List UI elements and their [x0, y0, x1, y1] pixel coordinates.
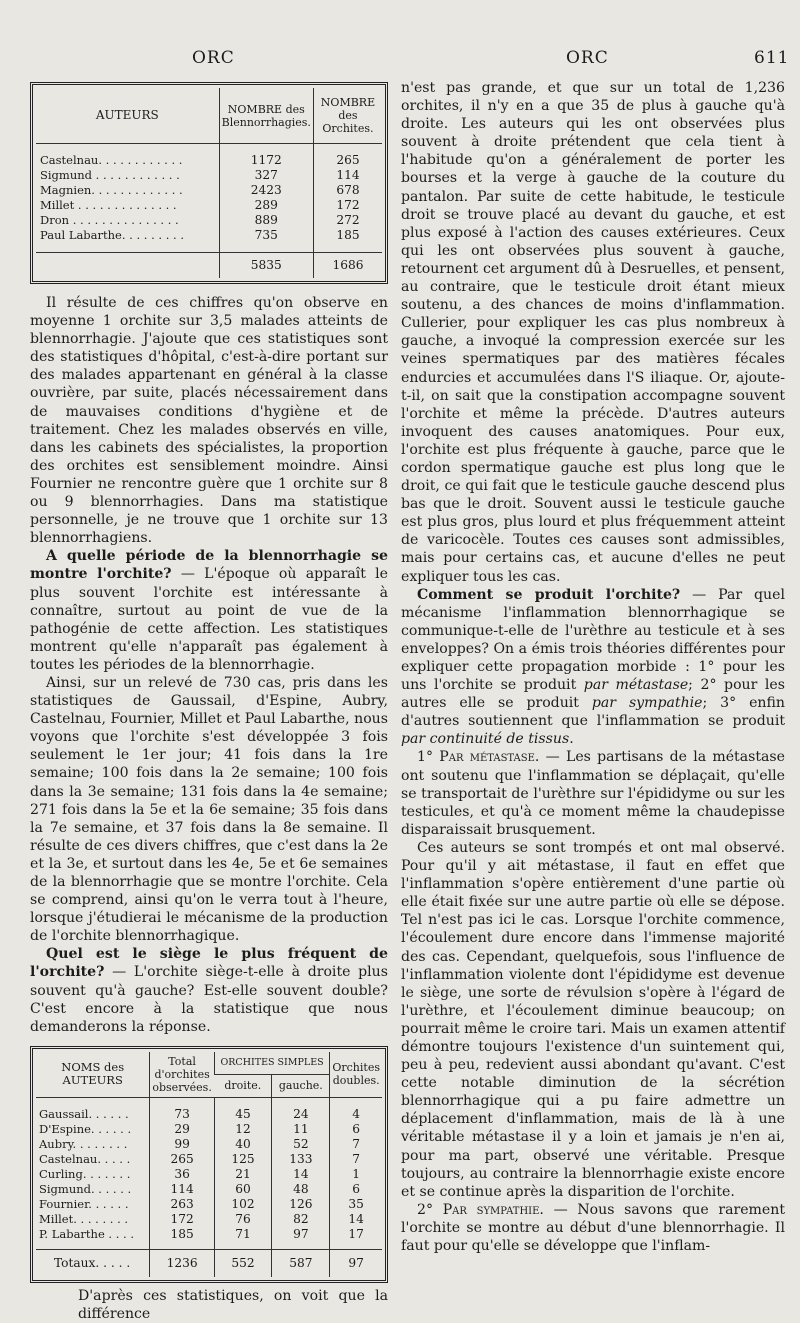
author-name: Millet . . . . . . . . . . . . . . [40, 198, 177, 212]
col-header-orchites: NOMBRE des Orchites. [313, 88, 382, 144]
paragraph [401, 586, 785, 749]
paragraph: Il résulte de ces chiffres qu'on observe en moyenne 1 orchite sur 3,5 malades atteints de blennorrhagie. J'ajoute que ces statistiques sont des statistiques d'hôpital, c'est-à-dire portant sur des malades appartenant en général à la classe ouvrière, par suite, placés nécessairement dans de mauvaises conditions d'hygiène et de traitement. Chez les malades observés en ville, dans les cabinets des spécialistes, la proportion des orchites est sensiblement moindre. Ainsi Fournier ne rencontre guère que 1 orchite sur 8 ou 9 blennorrhagies. Dans ma statistique personnelle, je ne trouve que 1 orchite sur 13 blennorrhagiens. [30, 295, 388, 547]
author-name: P. Labarthe . . . . [39, 1226, 135, 1241]
question-heading: A quelle période de la blennorrhagie se montre l'orchite? [30, 548, 388, 583]
blenno-count: 327 [219, 168, 313, 183]
right-count: 60 [214, 1182, 271, 1197]
author-name: Sigmund . . . . . . . . . . . . [40, 168, 180, 182]
page-number: 611 [754, 48, 790, 68]
total-count: 73 [150, 1097, 214, 1122]
emphasis: par sympathie [591, 695, 703, 712]
paragraph-text: ; 3° enfin d'autres soutiennent que l'inflammation se produit [401, 695, 785, 730]
total-count: 172 [150, 1212, 214, 1227]
paragraph: Ces auteurs se sont trompés et ont mal observé. Pour qu'il y ait métastase, il faut en effet que l'inflammation s'opère entièrement d'une partie où elle était fixée sur une autre partie où elle se dépose. Tel n'est pas ici le cas. Lorsque l'orchite commence, l'écoulement dure encore dans l'immense majorité des cas. Cependant, quelquefois, sous l'influence de l'inflammation violente dont l'épididyme est devenue le siège, une sorte de révulsion s'opère à l'égard de l'urèthre, et l'écoulement diminue beaucoup; on pourrait même le croire tari. Mais un examen attentif démontre toujours l'existence d'un suintement qui, peu à peu, redevient aussi abondant qu'avant. C'est cette notable diminution de la sécrétion blennorrhagique qui a pu faire admettre un déplacement d'inflammation, mais de là à une véritable métastase il y a loin et jamais je n'en ai, pour ma part, observé une véritable. Presque toujours, au contraire la blennorrhagie existe encore et se continue après la disparition de l'orchite. [401, 839, 785, 1200]
right-column [401, 79, 785, 1255]
author-name: Curling. . . . . . . [39, 1166, 131, 1181]
double-count: 14 [330, 1212, 382, 1227]
author-name: Dron . . . . . . . . . . . . . . . [40, 213, 179, 227]
left-count: 133 [272, 1152, 330, 1167]
col-header-simples: ORCHITES SIMPLES [214, 1052, 330, 1074]
double-count: 7 [330, 1152, 382, 1167]
total-droite: 552 [214, 1249, 271, 1277]
author-name: Paul Labarthe. . . . . . . . . [40, 228, 185, 242]
paragraph: Ainsi, sur un relevé de 730 cas, pris dans les statistiques de Gaussail, d'Espine, Aubry, Castelnau, Fournier, Millet et Paul Labarthe, nous voyons que l'orchite s'est développée 3 fois seulement le 1er jour; 41 fois dans la 1re semaine; 100 fois dans la 2e semaine; 100 fois dans la 3e semaine; 131 fois dans la 4e semaine; 271 fois dans la 5e et la 6e semaine; 35 fois dans la 7e semaine, et 37 fois dans la 8e semaine. Il résulte de ces divers chiffres, que c'est dans la 2e et la 3e, et surtout dans les 4e, 5e et 6e semaines de la blennorrhagie que se montre l'orchite. Cela se comprend, ainsi qu'on le verra tout à l'heure, lorsque j'étudierai le mécanisme de la production de l'orchite blennorrhagique. [30, 674, 388, 945]
author-name: D'Espine. . . . . . [39, 1121, 132, 1136]
col-header-auteurs: AUTEURS [36, 88, 219, 144]
left-count: 52 [272, 1137, 330, 1152]
total-count: 265 [150, 1152, 214, 1167]
double-count: 4 [330, 1097, 382, 1122]
table-row [36, 213, 382, 228]
question-heading: Comment se produit l'orchite? [417, 586, 681, 603]
paragraph: n'est pas grande, et que sur un total de 1,236 orchites, il n'y en a que 35 de plus à gauche qu'à droite. Les auteurs qui les ont observées plus souvent à droite prétendent que cela tient à l'habitude qu'on a généralement de porter les bourses et la verge à gauche de la couture du pantalon. Par suite de cette habitude, le testicule droit se trouve placé au devant du gauche, et est plus exposé à l'action des causes extérieures. Ceux qui les ont observées plus souvent à gauche, retournent cet argument dû à Desruelles, et pensent, au contraire, que le testicule droit étant mieux soutenu, a des chances de moins d'inflammation. Cullerier, pour expliquer les cas plus nombreux à gauche, a invoqué la compression exercée sur les veines spermatiques par des matières fécales endurcies et accumulées dans l'S iliaque. Or, ajoute-t-il, on sait que la constipation accompagne souvent l'orchite et même la précède. D'autres auteurs invoquent des causes anatomiques. Pour eux, l'orchite est plus fréquente à gauche, parce que le cordon spermatique gauche est plus long que le droit, ce qui fait que le testicule gauche descend plus bas que le droit. Souvent aussi le testicule gauche est plus gros, plus lourd et plus fréquemment atteint de varicocèle. Toutes ces causes sont admissibles, mais pour certains cas, et aucune d'elles ne peut expliquer tous les cas. [401, 80, 785, 585]
table-row [36, 144, 382, 169]
col-header-noms: NOMS des AUTEURS [36, 1052, 150, 1098]
col-header-gauche: gauche. [272, 1074, 330, 1097]
table-authors [36, 88, 382, 278]
table-authors-total-row [36, 253, 382, 279]
author-name: Gaussail. . . . . . [39, 1106, 129, 1121]
question-heading: Quel est le siège le plus fréquent de l'orchite? [30, 946, 388, 981]
orchites-count: 272 [313, 213, 382, 228]
table-row [36, 1122, 382, 1137]
author-name: Millet. . . . . . . . [39, 1211, 129, 1226]
paragraph [401, 748, 785, 838]
total-count: 36 [150, 1167, 214, 1182]
author-name: Fournier. . . . . . [39, 1196, 129, 1211]
orchites-count: 172 [313, 198, 382, 213]
section-heading: 1° Par métastase. [417, 749, 540, 766]
paragraph-text: — L'époque où apparaît le plus souvent l'orchite est intéressante à connaître, surtout au point de vue de la pathogénie de cette affection. Les statistiques montrent qu'elle n'apparaît pas également à toutes les périodes de la blennorrhagie. [30, 566, 389, 673]
table-row [36, 1167, 382, 1182]
author-name: Magnien. . . . . . . . . . . . . [40, 183, 183, 197]
blenno-count: 289 [219, 198, 313, 213]
blenno-count: 1172 [219, 144, 313, 169]
table-row [36, 1197, 382, 1212]
emphasis: par métastase [583, 677, 689, 694]
total-label: Totaux. . . . . [36, 1249, 150, 1277]
left-count: 48 [272, 1182, 330, 1197]
total-count: 263 [150, 1197, 214, 1212]
table-row [36, 1137, 382, 1152]
paragraph [401, 1201, 785, 1255]
total-empty [36, 253, 219, 279]
total-gauche: 587 [272, 1249, 330, 1277]
author-name: Castelnau. . . . . . . . . . . . [40, 153, 183, 167]
right-count: 71 [214, 1227, 271, 1250]
orchites-count: 678 [313, 183, 382, 198]
paragraph: D'après ces statistiques, on voit que la différence [78, 1287, 388, 1322]
double-count: 35 [330, 1197, 382, 1212]
table-side [36, 1052, 382, 1277]
paragraph [30, 547, 388, 674]
blenno-count: 2423 [219, 183, 313, 198]
table-authors-box [30, 82, 388, 284]
right-count: 125 [214, 1152, 271, 1167]
table-row [36, 1227, 382, 1250]
orchites-count: 114 [313, 168, 382, 183]
paragraph-text: — Par quel mécanisme l'inflammation blennorrhagique se communique-t-elle de l'urèthre au testicule et à ses enveloppes? On a émis trois théories différentes pour expliquer cette propagation morbide : 1° pour les uns l'orchite se produit [401, 586, 785, 694]
right-count: 40 [214, 1137, 271, 1152]
orchites-count: 265 [313, 144, 382, 169]
double-count: 1 [330, 1167, 382, 1182]
paragraph-text: . [569, 731, 574, 748]
right-count: 76 [214, 1212, 271, 1227]
total-count: 99 [150, 1137, 214, 1152]
left-count: 24 [272, 1097, 330, 1122]
table-row [36, 228, 382, 253]
double-count: 7 [330, 1137, 382, 1152]
table-row [36, 1152, 382, 1167]
total-blenno: 5835 [219, 253, 313, 279]
col-header-doubles: Orchites doubles. [330, 1052, 382, 1098]
paragraph-text: ; 2° pour les autres elle se produit [401, 677, 786, 712]
col-header-droite: droite. [214, 1074, 271, 1097]
section-heading: 2° Par sympathie. [417, 1201, 544, 1218]
left-count: 14 [272, 1167, 330, 1182]
left-count: 11 [272, 1122, 330, 1137]
col-header-blennorrhagies: NOMBRE des Blennorrhagies. [219, 88, 313, 144]
table-row [36, 198, 382, 213]
double-count: 17 [330, 1227, 382, 1250]
total-count: 29 [150, 1122, 214, 1137]
emphasis: par continuité de tissus [401, 731, 570, 748]
orchites-count: 185 [313, 228, 382, 253]
table-row [36, 1097, 382, 1122]
right-count: 12 [214, 1122, 271, 1137]
total-doubles: 97 [330, 1249, 382, 1277]
double-count: 6 [330, 1182, 382, 1197]
paragraph-text: — Les partisans de la métastase ont soutenu que l'inflammation se déplaçait, qu'elle se transportait de l'urèthre sur l'épididyme ou sur les testicules, et qu'à ce moment même la chaudepisse disparaissait brusquement. [401, 749, 785, 838]
table-row [36, 168, 382, 183]
table-row [36, 183, 382, 198]
right-count: 102 [214, 1197, 271, 1212]
total-count: 185 [150, 1227, 214, 1250]
total-total: 1236 [150, 1249, 214, 1277]
col-header-total: Total d'orchites observées. [150, 1052, 214, 1098]
table-side-box [30, 1046, 388, 1283]
table-row [36, 1212, 382, 1227]
running-header-right: ORC [566, 48, 609, 68]
paragraph-text: — L'orchite siège-t-elle à droite plus souvent qu'à gauche? Est-elle souvent double? C'est encore à la statistique que nous demanderons la réponse. [30, 964, 388, 1035]
blenno-count: 735 [219, 228, 313, 253]
author-name: Sigmund. . . . . . [39, 1181, 132, 1196]
paragraph-text: — Nous savons que rarement l'orchite se montre au début d'une blennorrhagie. Il faut pour qu'elle se développe que l'inflam- [401, 1201, 785, 1254]
author-name: Aubry. . . . . . . . [39, 1136, 128, 1151]
left-count: 82 [272, 1212, 330, 1227]
author-name: Castelnau. . . . . [39, 1151, 131, 1166]
table-side-total-row [36, 1249, 382, 1277]
total-count: 114 [150, 1182, 214, 1197]
double-count: 6 [330, 1122, 382, 1137]
blenno-count: 889 [219, 213, 313, 228]
paragraph [30, 945, 388, 1035]
right-count: 21 [214, 1167, 271, 1182]
table-row [36, 1182, 382, 1197]
left-count: 97 [272, 1227, 330, 1250]
running-header-left: ORC [192, 48, 235, 68]
left-column [30, 82, 388, 1323]
left-count: 126 [272, 1197, 330, 1212]
right-count: 45 [214, 1097, 271, 1122]
total-orchites: 1686 [313, 253, 382, 279]
